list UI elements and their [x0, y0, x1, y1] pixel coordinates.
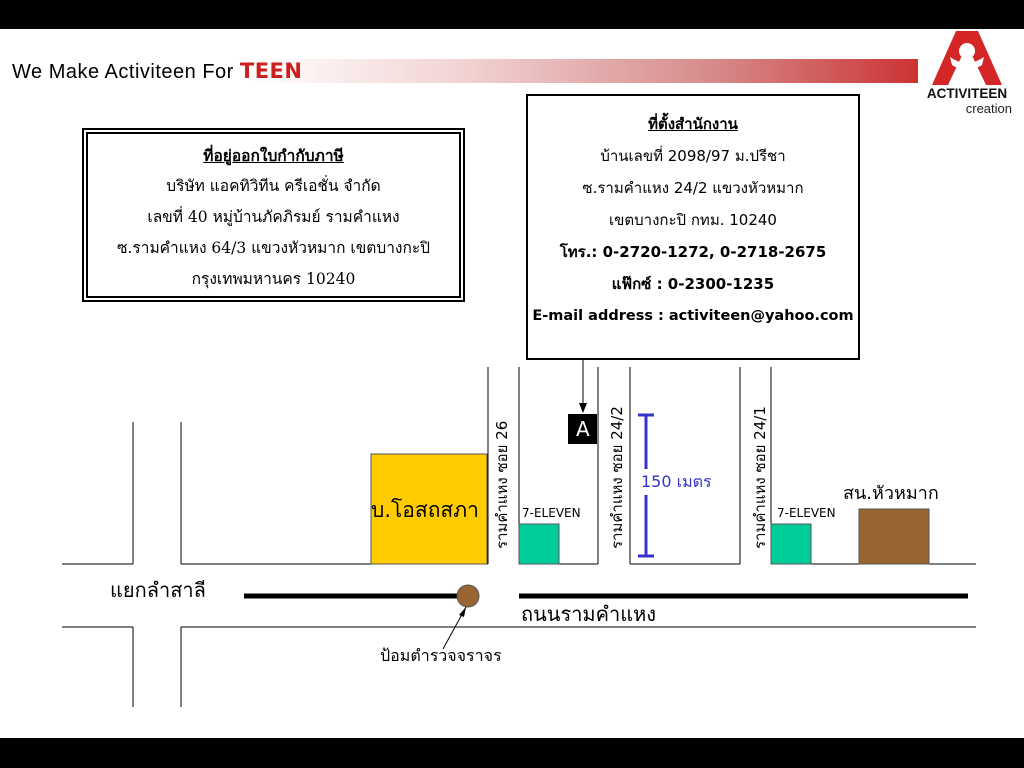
tax-address-line: กรุงเทพมหานคร 10240 [191, 270, 356, 288]
police-box-arrowhead [459, 607, 466, 617]
tax-address-line: บริษัท แอคทิวิทีน ครีเอชั่น จำกัด [166, 177, 381, 195]
tagline-accent: TEEN [239, 59, 303, 83]
seven-eleven-label-1: 7-ELEVEN [522, 506, 581, 520]
office-title: ที่ตั้งสำนักงาน [648, 115, 738, 133]
hua-mak-station-label: สน.หัวหมาก [843, 483, 939, 504]
soi-26-label: รามคำแหง ซอย 26 [493, 420, 511, 549]
office-phone: โทร.: 0-2720-1272, 0-2718-2675 [559, 243, 827, 261]
office-address-line: บ้านเลขที่ 2098/97 ม.ปรีชา [600, 147, 786, 165]
tax-address-line: ซ.รามคำแหง 64/3 แขวงหัวหมาก เขตบางกะปิ [116, 239, 431, 257]
office-email: E-mail address : activiteen@yahoo.com [532, 308, 854, 324]
seven-eleven-store-1 [519, 524, 559, 564]
seven-eleven-label-2: 7-ELEVEN [777, 506, 836, 520]
office-arrowhead [579, 403, 587, 413]
marker-a-label: A [576, 417, 590, 441]
seven-eleven-store-2 [771, 524, 811, 564]
soi-24-1-label: รามคำแหง ซอย 24/1 [751, 406, 769, 549]
police-box-marker [457, 585, 479, 607]
office-fax: แฟ๊กซ์ : 0-2300-1235 [611, 275, 775, 293]
police-box-label: ป้อมตำรวจจราจร [380, 646, 502, 665]
soi-24-2-label: รามคำแหง ซอย 24/2 [608, 406, 626, 549]
main-road-label: ถนนรามคำแหง [521, 602, 657, 626]
distance-label: 150 เมตร [641, 472, 712, 491]
osotspa-label: บ.โอสถสภา [371, 498, 479, 522]
logo-name: ACTIVITEEN [926, 86, 1008, 101]
tagline-text: We Make Activiteen For [12, 61, 234, 83]
tax-address-title: ที่อยู่ออกใบกำกับภาษี [203, 146, 344, 165]
junction-label: แยกลำสาลี [110, 578, 206, 602]
office-address-box [526, 94, 860, 360]
hua-mak-station-building [859, 509, 929, 564]
office-address-line: เขตบางกะปิ กทม. 10240 [609, 211, 777, 229]
logo-sub: creation [965, 101, 1012, 116]
office-address-line: ซ.รามคำแหง 24/2 แขวงหัวหมาก [582, 179, 804, 197]
tax-address-line: เลขที่ 40 หมู่บ้านภัคภิรมย์ รามคำแหง [147, 208, 400, 226]
slide [0, 29, 1024, 738]
tax-address-box [82, 128, 465, 302]
